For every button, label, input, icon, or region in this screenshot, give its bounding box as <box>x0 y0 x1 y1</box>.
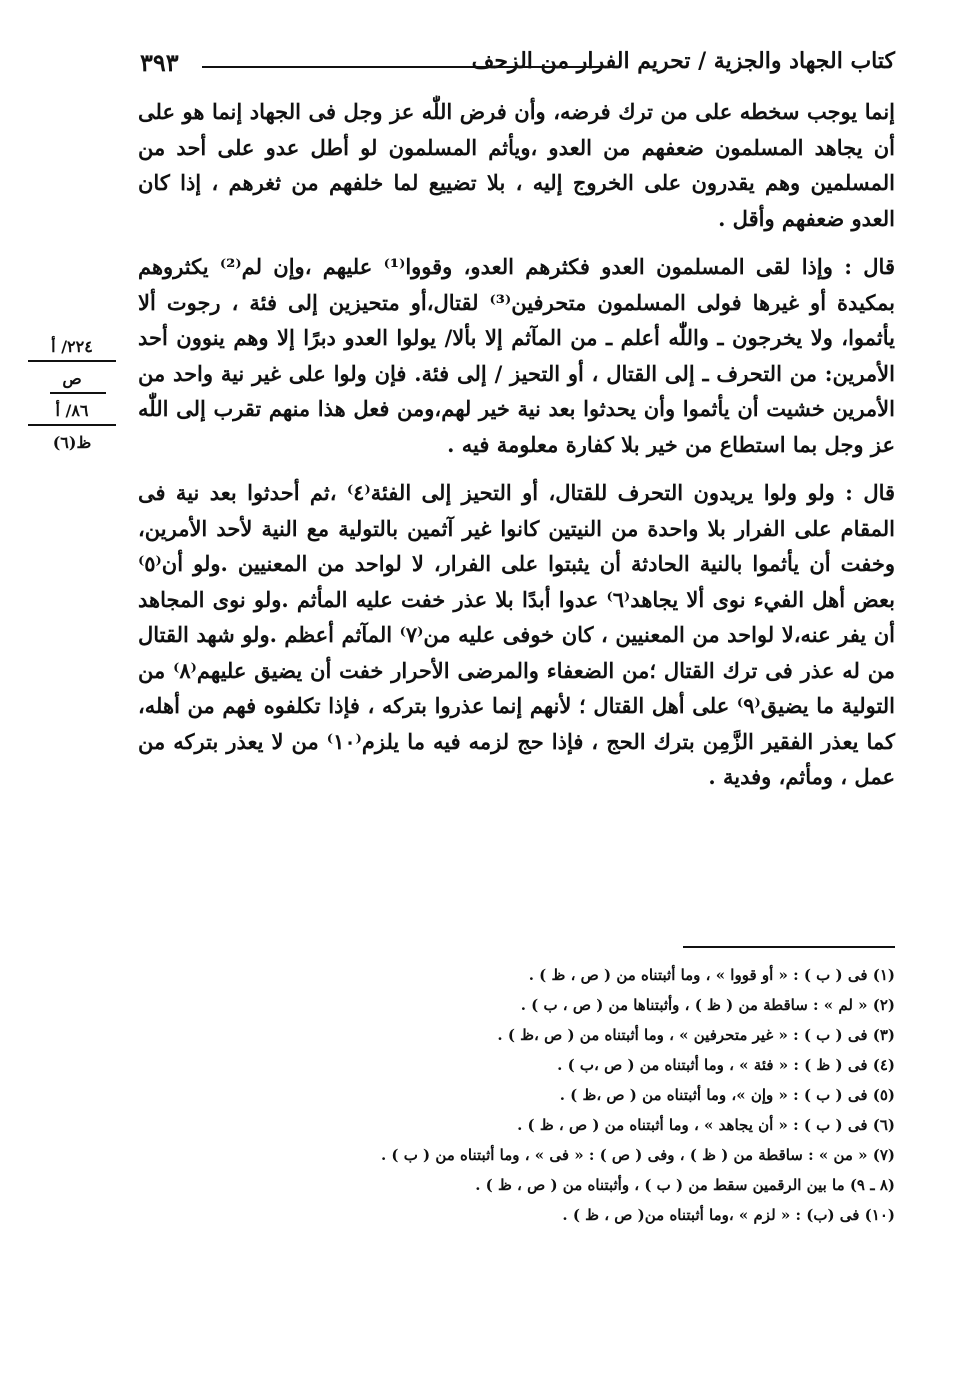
footnotes <box>300 960 895 1230</box>
margin-rule <box>28 360 116 362</box>
speaker-label: قال : <box>845 480 896 505</box>
paragraph <box>138 249 895 462</box>
paragraph-text: وإذا لقى المسلمون العدو فكثرهم العدو، وقووا⁽¹⁾ عليهم ،وإن لم⁽²⁾ يكثروهم بمكيدة أو غيرها فولى المسلمون متحرفين⁽³⁾ لقتال،أو متحيزين إلى فئة ، رجوت ألا يأثموا، ولا يخرجون ـ واللّٰه أعلم ـ من المآثم إلا بألا/ يولوا العدو دبرًا إلا وهم ينوون أحد الأمرين: من التحرف ـ إلى القتال ، أو التحيز / إلى فئة. فإن ولوا على غير نية واحد من الأمرين خشيت أن يأثموا وأن يحدثوا بعد نية خير لهم،ومن فعل هذا منهم تقرب إلى اللّٰه عز وجل بما استطاع من خير بلا كفارة معلومة فيه . <box>138 254 895 457</box>
footnote: (٤) فى ( ظ ) : « فئة » ، وما أثبتناه من ( ص ،ب ) . <box>557 1056 895 1074</box>
footnote: (٣) فى ( ب ) : « غير متحرفين » ، وما أثبتناه من ( ص ،ظ ) . <box>497 1026 895 1044</box>
main-text <box>138 94 895 795</box>
footnote: (١٠) فى (ب) : « لزم » ،وما أثبتناه من( ص ، ظ ) . <box>562 1206 895 1224</box>
margin-rule <box>50 392 106 394</box>
paragraph-text: ولو ولوا يريدون التحرف للقتال، أو التحيز إلى الفئة⁽٤⁾ ،ثم أحدثوا بعد نية فى المقام على الفرار بلا واحدة من النيتين كانوا غير آثمين بالتولية مع النية لأحد الأمرين، وخفت أن يأثموا بالنية الحادثة أن يثبتوا على الفرار، لا لواحد من المعنيين .ولو أن⁽٥⁾ بعض أهل الفيء نوى ألا يجاهد⁽٦⁾ عدوا أبدًا بلا عذر خفت عليه المأثم .ولو نوى المجاهد أن يفر عنه،لا لواحد من المعنيين ، كان خوفى عليه من⁽٧⁾ المآثم أعظم .ولو شهد القتال من له عذر فى ترك القتال ؛من الضعفاء والمرضى الأحرار خفت أن يضيق عليهم⁽٨⁾ من التولية ما يضيق⁽٩⁾ على أهل القتال ؛ لأنهم إنما عذروا بتركه ، فإذا تكلفوه فهم من أهله، كما يعذر الفقير الزَّمِن بترك الحج ، فإذا حج لزمه فيه ما يلزم⁽١٠⁾ من لا يعذر بتركه من عمل ، ومأثم، وفدية . <box>138 480 896 789</box>
margin-note: ٢٢٤/ أ <box>51 337 93 356</box>
page-number: ٣٩٣ <box>140 48 179 77</box>
paragraph: إنما يوجب سخطه على من ترك فرضه، وأن فرض اللّٰه عز وجل فى الجهاد إنما هو على أن يجاهد المسلمون ضعفهم من العدو ،ويأثم المسلمون لو أطل عدو على أحد من المسلمين وهم يقدرون على الخروج إليه ، بلا تضييع لما خلفهم من ثغرهم ، إذا كان العدو ضعفهم وأقل . <box>138 99 895 231</box>
margin-note: ٨٦/ أ <box>55 401 89 420</box>
footnote-separator <box>683 946 895 948</box>
speaker-label: قال : <box>844 254 895 279</box>
footnote: (٥) فى ( ب ) : « وإن »، وما أثبتناه من ( ص ،ظ ) . <box>559 1086 895 1104</box>
running-header <box>140 42 895 82</box>
footnote: (٨ ـ ٩) ما بين الرقمين سقط من ( ب ) ، وأثبتناه من ( ص ، ظ ) . <box>475 1176 895 1194</box>
footnote: (٧) « من » : ساقطة من ( ظ ) ، وفى ( ص ) : « فى » ، وما أثبتناه من ( ب ) . <box>380 1146 895 1164</box>
footnote: (١) فى ( ب ) : « أو قووا » ، وما أثبتناه من ( ص ، ظ ) . <box>528 966 895 984</box>
footnote: (٢) « لم » : ساقطة من ( ظ ) ، وأثبتناها من ( ص ، ب ) . <box>520 996 895 1014</box>
footnote: (٦) فى ( ب ) : « أن يجاهد » ، وما أثبتناه من ( ص ، ظ ) . <box>517 1116 895 1134</box>
margin-manuscript-notes <box>28 336 116 454</box>
margin-note: ظ(٦) <box>52 433 92 452</box>
paragraph <box>138 475 895 795</box>
running-title: كتاب الجهاد والجزية / تحريم الفرار من الزحف <box>471 48 895 74</box>
margin-note: ص <box>62 369 82 388</box>
margin-rule <box>28 424 116 426</box>
